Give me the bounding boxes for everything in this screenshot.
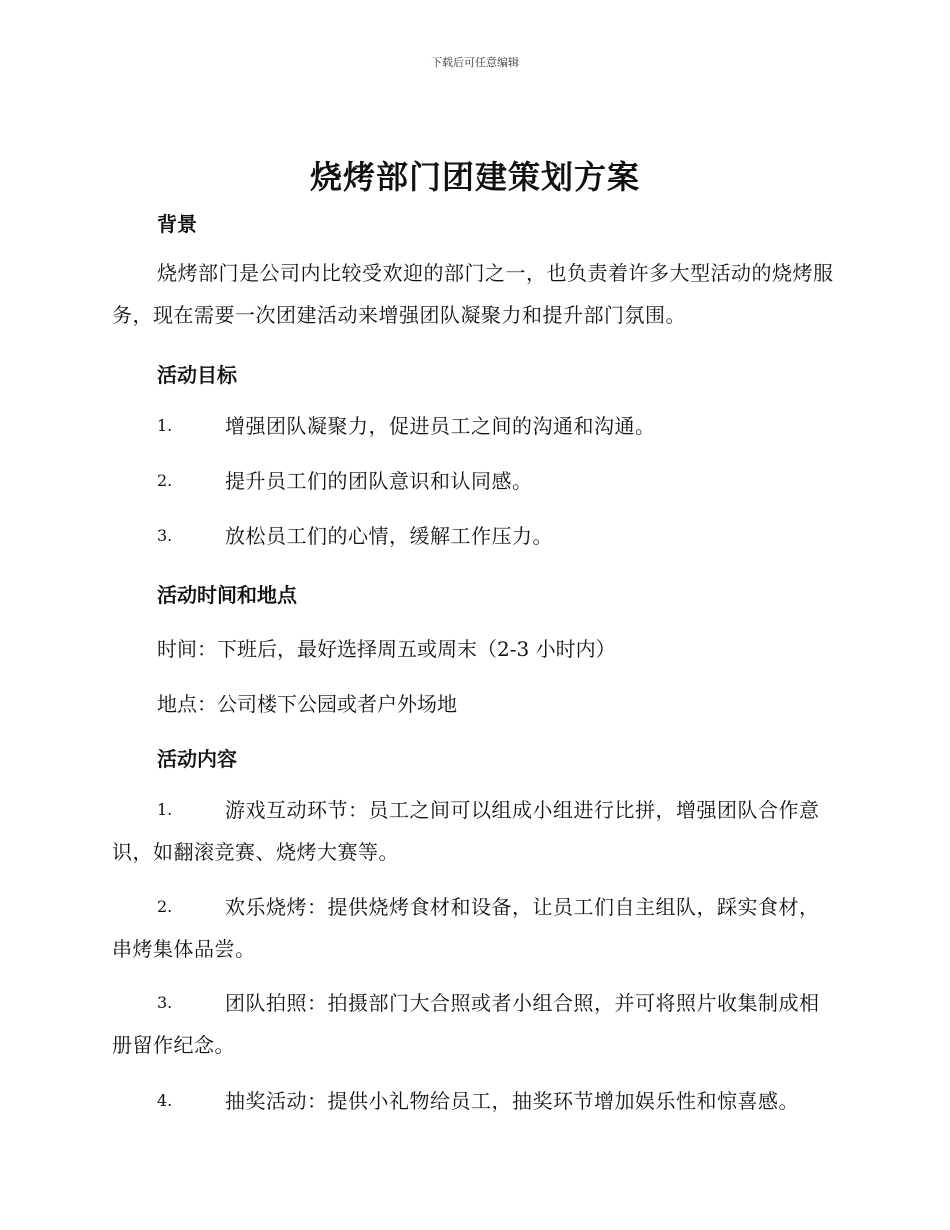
list-item-content-2 bbox=[112, 886, 837, 970]
list-item-goal-3 bbox=[112, 515, 837, 557]
heading-content: 活动内容 bbox=[157, 747, 237, 771]
list-text: 团队拍照：拍摄部门大合照或者小组合照，并可将照片收集制成相册留作纪念。 bbox=[112, 991, 820, 1057]
list-number: 1. bbox=[157, 800, 173, 819]
place-line: 地点：公司楼下公园或者户外场地 bbox=[157, 692, 457, 716]
list-number: 3. bbox=[157, 993, 173, 1012]
list-number: 2. bbox=[157, 897, 173, 916]
list-number: 1. bbox=[157, 416, 173, 435]
list-item-content-1 bbox=[112, 789, 837, 873]
list-text: 游戏互动环节：员工之间可以组成小组进行比拼，增强团队合作意识，如翻滚竞赛、烧烤大赛等。 bbox=[112, 798, 820, 864]
heading-goals: 活动目标 bbox=[157, 363, 237, 387]
list-item-content-4 bbox=[112, 1080, 837, 1122]
document-title: 烧烤部门团建策划方案 bbox=[309, 158, 640, 196]
list-text: 欢乐烧烤：提供烧烤食材和设备，让员工们自主组队，踩实食材，串烤集体品尝。 bbox=[112, 895, 820, 961]
header-note: 下载后可任意编辑 bbox=[431, 56, 519, 69]
list-item-goal-1 bbox=[112, 405, 837, 447]
list-text: 放松员工们的心情，缓解工作压力。 bbox=[225, 524, 553, 548]
list-item-content-3 bbox=[112, 982, 837, 1066]
paragraph-background: 烧烤部门是公司内比较受欢迎的部门之一，也负责着许多大型活动的烧烤服务，现在需要一次团建活动来增强团队凝聚力和提升部门氛围。 bbox=[112, 261, 834, 327]
list-number: 4. bbox=[157, 1091, 173, 1110]
list-text: 增强团队凝聚力，促进员工之间的沟通和沟通。 bbox=[225, 414, 656, 438]
list-item-goal-2 bbox=[112, 460, 837, 502]
list-text: 提升员工们的团队意识和认同感。 bbox=[225, 469, 533, 493]
list-text: 抽奖活动：提供小礼物给员工，抽奖环节增加娱乐性和惊喜感。 bbox=[225, 1089, 799, 1113]
list-number: 2. bbox=[157, 471, 173, 490]
list-number: 3. bbox=[157, 526, 173, 545]
time-line: 时间：下班后，最好选择周五或周末（2-3 小时内） bbox=[157, 637, 616, 661]
heading-background: 背景 bbox=[157, 212, 197, 236]
heading-time-place: 活动时间和地点 bbox=[157, 583, 297, 607]
